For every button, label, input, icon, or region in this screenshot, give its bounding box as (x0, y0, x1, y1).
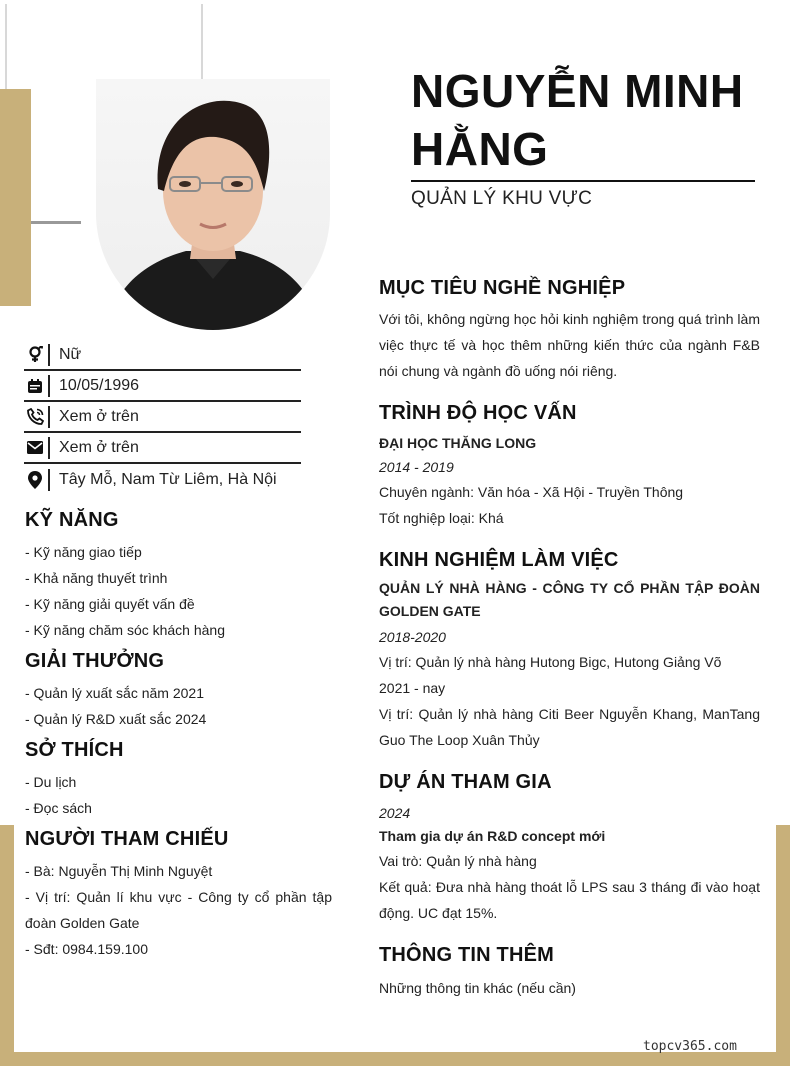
contact-phone (24, 402, 301, 433)
candidate-name (411, 62, 744, 178)
experience-company: QUẢN LÝ NHÀ HÀNG - CÔNG TY CỔ PHẦN TẬP ĐOÀN GOLDEN GATE (379, 580, 760, 619)
hobby-item: - Đọc sách (25, 800, 92, 816)
location-icon (24, 469, 46, 491)
education-school: ĐẠI HỌC THĂNG LONG (379, 435, 537, 451)
gold-frame-right (776, 825, 790, 1066)
reference-person: - Bà: Nguyễn Thị Minh Nguyệt (25, 863, 213, 879)
decor-line-h (31, 221, 81, 224)
skills-heading: KỸ NĂNG (25, 509, 119, 531)
hobbies-heading: SỞ THÍCH (25, 739, 124, 761)
reference-phone: - Sđt: 0984.159.100 (25, 941, 148, 957)
education-major: Chuyên ngành: Văn hóa - Xã Hội - Truyền Thông (379, 484, 684, 500)
contact-address (24, 464, 301, 495)
skill-item: - Khả năng thuyết trình (25, 570, 168, 586)
contact-gender (24, 340, 301, 371)
gender-icon (24, 344, 46, 366)
phone-icon (24, 406, 46, 428)
contact-separator (48, 469, 50, 491)
experience-heading: KINH NGHIỆM LÀM VIỆC (379, 549, 619, 571)
education-period: 2014 - 2019 (379, 459, 454, 475)
contact-gender-text: Nữ (59, 345, 82, 363)
contact-separator (48, 344, 50, 366)
calendar-icon (24, 375, 46, 397)
awards-heading: GIẢI THƯỞNG (25, 650, 165, 672)
experience-period-1: 2018-2020 (379, 629, 446, 645)
objective-heading: MỤC TIÊU NGHỀ NGHIỆP (379, 277, 626, 299)
job-title: QUẢN LÝ KHU VỰC (411, 188, 593, 209)
contact-birthday (24, 371, 301, 402)
project-result: Kết quả: Đưa nhà hàng thoát lỗ LPS sau 3 tháng đi vào hoạt động. UC đạt 15%. (379, 879, 760, 921)
watermark: topcv365.com (643, 1039, 737, 1054)
contact-separator (48, 406, 50, 428)
contact-separator (48, 437, 50, 459)
contact-separator (48, 375, 50, 397)
experience-role-1: Vị trí: Quản lý nhà hàng Hutong Bigc, Hutong Giảng Võ (379, 654, 722, 670)
reference-position: - Vị trí: Quản lí khu vực - Công ty cổ phần tập đoàn Golden Gate (25, 889, 332, 931)
award-item: - Quản lý xuất sắc năm 2021 (25, 685, 204, 701)
contact-email-text: Xem ở trên (59, 438, 139, 456)
profile-photo (96, 79, 330, 330)
contact-birthday-text: 10/05/1996 (59, 376, 140, 394)
experience-role-2: Vị trí: Quản lý nhà hàng Citi Beer Nguyễn Khang, ManTang Guo The Loop Xuân Thủy (379, 706, 760, 748)
additional-text: Những thông tin khác (nếu cần) (379, 980, 576, 996)
gold-frame-bottom (0, 1052, 790, 1066)
email-icon (24, 437, 46, 459)
contact-email (24, 433, 301, 464)
education-grade: Tốt nghiệp loại: Khá (379, 510, 504, 526)
experience-period-2: 2021 - nay (379, 680, 446, 696)
hobby-item: - Du lịch (25, 774, 77, 790)
decor-line-v2 (201, 4, 203, 80)
name-line-1: NGUYỄN MINH (411, 65, 744, 117)
name-line-2: HẰNG (411, 123, 549, 175)
skill-item: - Kỹ năng giải quyết vấn đề (25, 596, 195, 612)
project-name: Tham gia dự án R&D concept mới (379, 828, 606, 844)
contact-info (24, 340, 301, 495)
projects-heading: DỰ ÁN THAM GIA (379, 771, 552, 793)
gold-frame-left-top (0, 89, 31, 306)
contact-address-text: Tây Mỗ, Nam Từ Liêm, Hà Nội (59, 470, 277, 488)
skill-item: - Kỹ năng giao tiếp (25, 544, 142, 560)
skill-item: - Kỹ năng chăm sóc khách hàng (25, 622, 226, 638)
education-heading: TRÌNH ĐỘ HỌC VẤN (379, 402, 577, 424)
contact-phone-text: Xem ở trên (59, 407, 139, 425)
gold-frame-left-bottom (0, 825, 14, 1066)
project-role: Vai trò: Quản lý nhà hàng (379, 853, 537, 869)
decor-line-v1 (5, 4, 7, 89)
objective-text: Với tôi, không ngừng học hỏi kinh nghiệm trong quá trình làm việc thực tế và học thêm những kiến thức của ngành F&B nói chung và ngành đồ uống nói riêng. (379, 311, 760, 379)
name-divider (411, 180, 755, 182)
additional-heading: THÔNG TIN THÊM (379, 944, 555, 966)
references-heading: NGƯỜI THAM CHIẾU (25, 828, 229, 850)
project-year: 2024 (379, 805, 411, 821)
award-item: - Quản lý R&D xuất sắc 2024 (25, 711, 207, 727)
